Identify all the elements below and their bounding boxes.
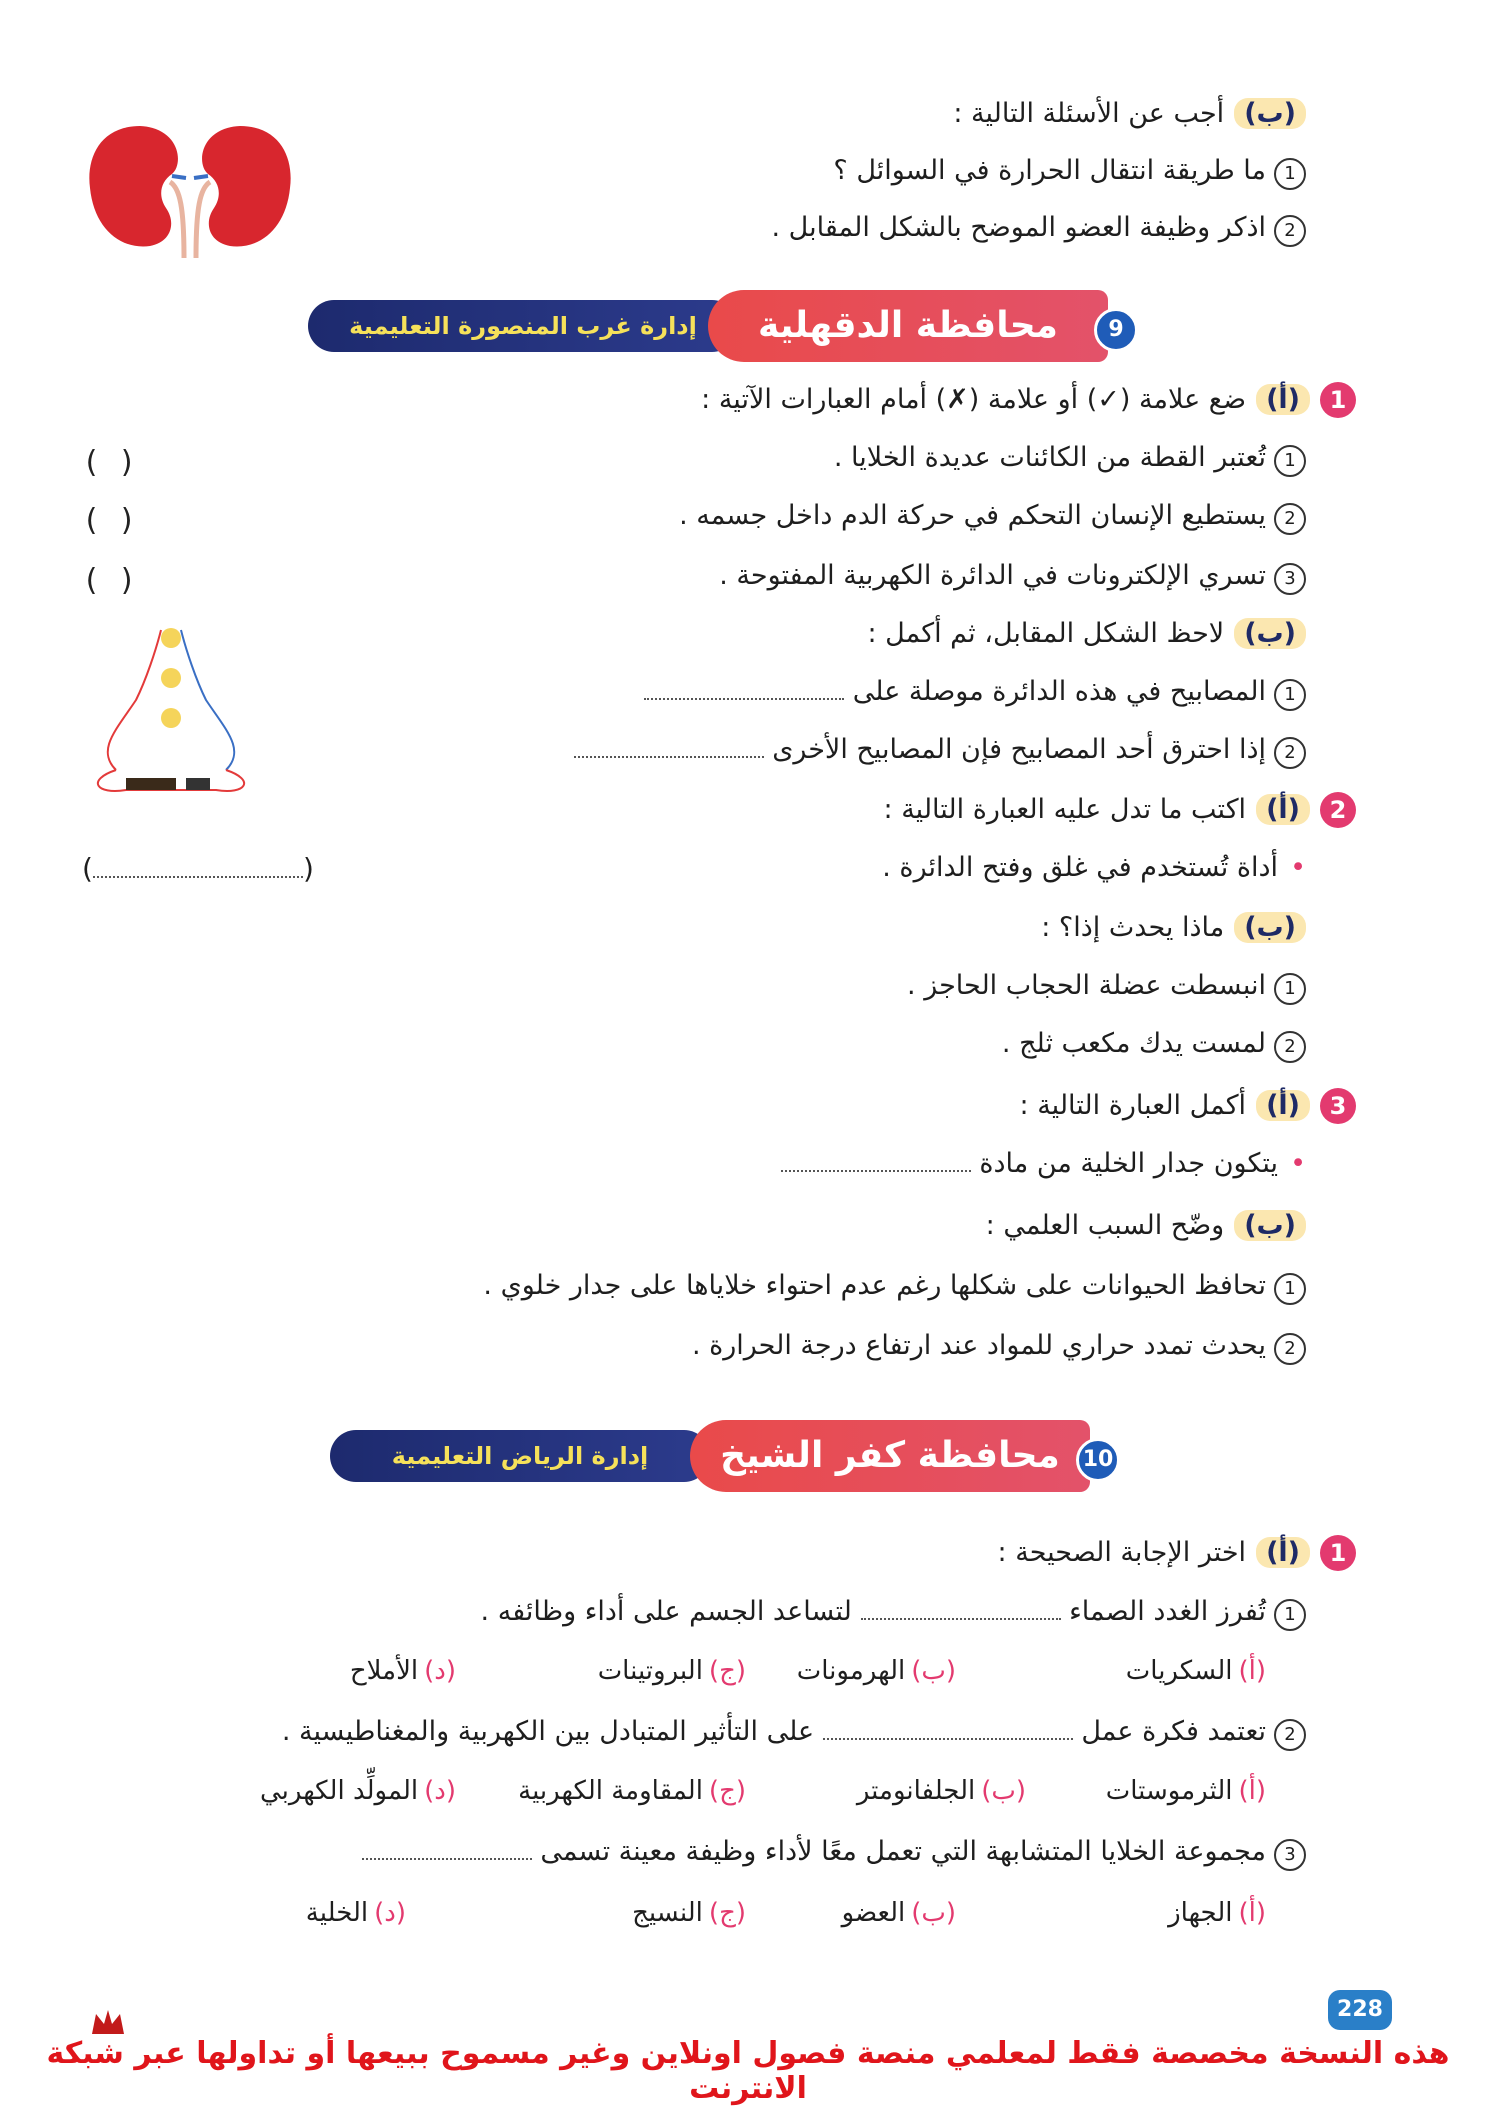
question-item: 2إذا احترق أحد المصابيح فإن المصابيح الأخرى [574,734,1306,769]
question-item: •أداة تُستخدم في غلق وفتح الدائرة . [882,852,1306,883]
answer-blank[interactable] [574,756,764,758]
q3-b-heading: (ب)وضّح السبب العلمي : [986,1210,1306,1241]
governorate-number: 10 [1076,1438,1120,1482]
mcq-option[interactable]: (ب)العضو [841,1898,956,1928]
question-item: •يتكون جدار الخلية من مادة [781,1148,1306,1179]
q2-heading: 2(أ)اكتب ما تدل عليه العبارة التالية : [884,792,1356,828]
answer-blank-parentheses[interactable]: ( ) [82,852,314,885]
governorate-banner-9 [308,290,1138,362]
question-item: 1انبسطت عضلة الحجاب الحاجز . [907,970,1306,1005]
question-item: 2لمست يدك مكعب ثلج . [1002,1028,1306,1063]
parallel-circuit-figure [86,620,256,800]
answer-blank[interactable] [644,698,844,700]
question-item: 3تسري الإلكترونات في الدائرة الكهربية المفتوحة . [719,560,1306,595]
answer-blank[interactable] [781,1170,971,1172]
mcq-option[interactable]: (د)المولِّد الكهربي [259,1776,456,1806]
answer-blank[interactable] [362,1858,532,1860]
question-item: 2يحدث تمدد حراري للمواد عند ارتفاع درجة الحرارة . [692,1330,1306,1365]
mcq-option[interactable]: (ج)النسيج [632,1898,746,1928]
answer-parentheses[interactable]: ( ) [82,563,137,598]
mcq-stem: 3مجموعة الخلايا المتشابهة التي تعمل معًا لأداء وظيفة معينة تسمى [362,1836,1306,1871]
mcq-stem: 1تُفرز الغدد الصماء لتساعد الجسم على أداء وظائفه . [481,1596,1306,1631]
mcq-option[interactable]: (أ)الثرموستات [1105,1776,1266,1806]
answer-blank[interactable] [823,1738,1073,1740]
question-item: 1المصابيح في هذه الدائرة موصلة على [644,676,1306,711]
mcq-option[interactable]: (د)الأملاح [349,1656,456,1686]
question-item: 2يستطيع الإنسان التحكم في حركة الدم داخل جسمه . [679,500,1306,535]
q3-heading: 3(أ)أكمل العبارة التالية : [1020,1088,1356,1124]
governorate-title: محافظة كفر الشيخ [690,1420,1090,1492]
admin-label: إدارة غرب المنصورة التعليمية [308,300,738,352]
q1-10-heading: 1(أ)اختر الإجابة الصحيحة : [998,1535,1356,1571]
answer-blank[interactable] [861,1618,1061,1620]
q2-b-heading: (ب)ماذا يحدث إذا؟ : [1041,912,1306,943]
mcq-option[interactable]: (د)الخلية [305,1898,406,1928]
mcq-option[interactable]: (أ)السكريات [1125,1656,1266,1686]
mcq-option[interactable]: (ب)الجلفانومتر [856,1776,1026,1806]
governorate-title: محافظة الدقهلية [708,290,1108,362]
q1-b-heading: (ب)لاحظ الشكل المقابل، ثم أكمل : [867,618,1306,649]
q1-heading: 1(أ)ضع علامة (✓) أو علامة (✗) أمام العبارات الآتية : [701,382,1356,418]
answer-parentheses[interactable]: ( ) [82,503,137,538]
mcq-option[interactable]: (ب)الهرمونات [796,1656,956,1686]
section-b-tag: (ب) [1234,98,1306,129]
page-number: 228 [1328,1990,1392,2030]
question-item: 1تحافظ الحيوانات على شكلها رغم عدم احتواء خلاياها على جدار خلوي . [483,1270,1306,1305]
question-item: 1تُعتبر القطة من الكائنات عديدة الخلايا . [834,442,1306,477]
mcq-stem: 2تعتمد فكرة عمل على التأثير المتبادل بين الكهربية والمغناطيسية . [282,1716,1306,1751]
mcq-option[interactable]: (أ)الجهاز [1168,1898,1266,1928]
mcq-option[interactable]: (ج)المقاومة الكهربية [518,1776,746,1806]
question-item: 2اذكر وظيفة العضو الموضح بالشكل المقابل . [771,212,1306,247]
question-item: 1ما طريقة انتقال الحرارة في السوائل ؟ [833,155,1306,190]
footer-copyright-note: هذه النسخة مخصصة فقط لمعلمي منصة فصول اونلاين وغير مسموح ببيعها أو تداولها عبر شبكة الانترنت [46,2036,1450,2106]
answer-parentheses[interactable]: ( ) [82,445,137,480]
kidneys-illustration [80,118,300,258]
mcq-option[interactable]: (ج)البروتينات [597,1656,746,1686]
crown-icon [90,2008,126,2036]
section-b-prompt: (ب)أجب عن الأسئلة التالية : [953,98,1306,129]
governorate-number: 9 [1094,308,1138,352]
admin-label: إدارة الرياض التعليمية [330,1430,710,1482]
governorate-banner-10 [330,1420,1130,1492]
